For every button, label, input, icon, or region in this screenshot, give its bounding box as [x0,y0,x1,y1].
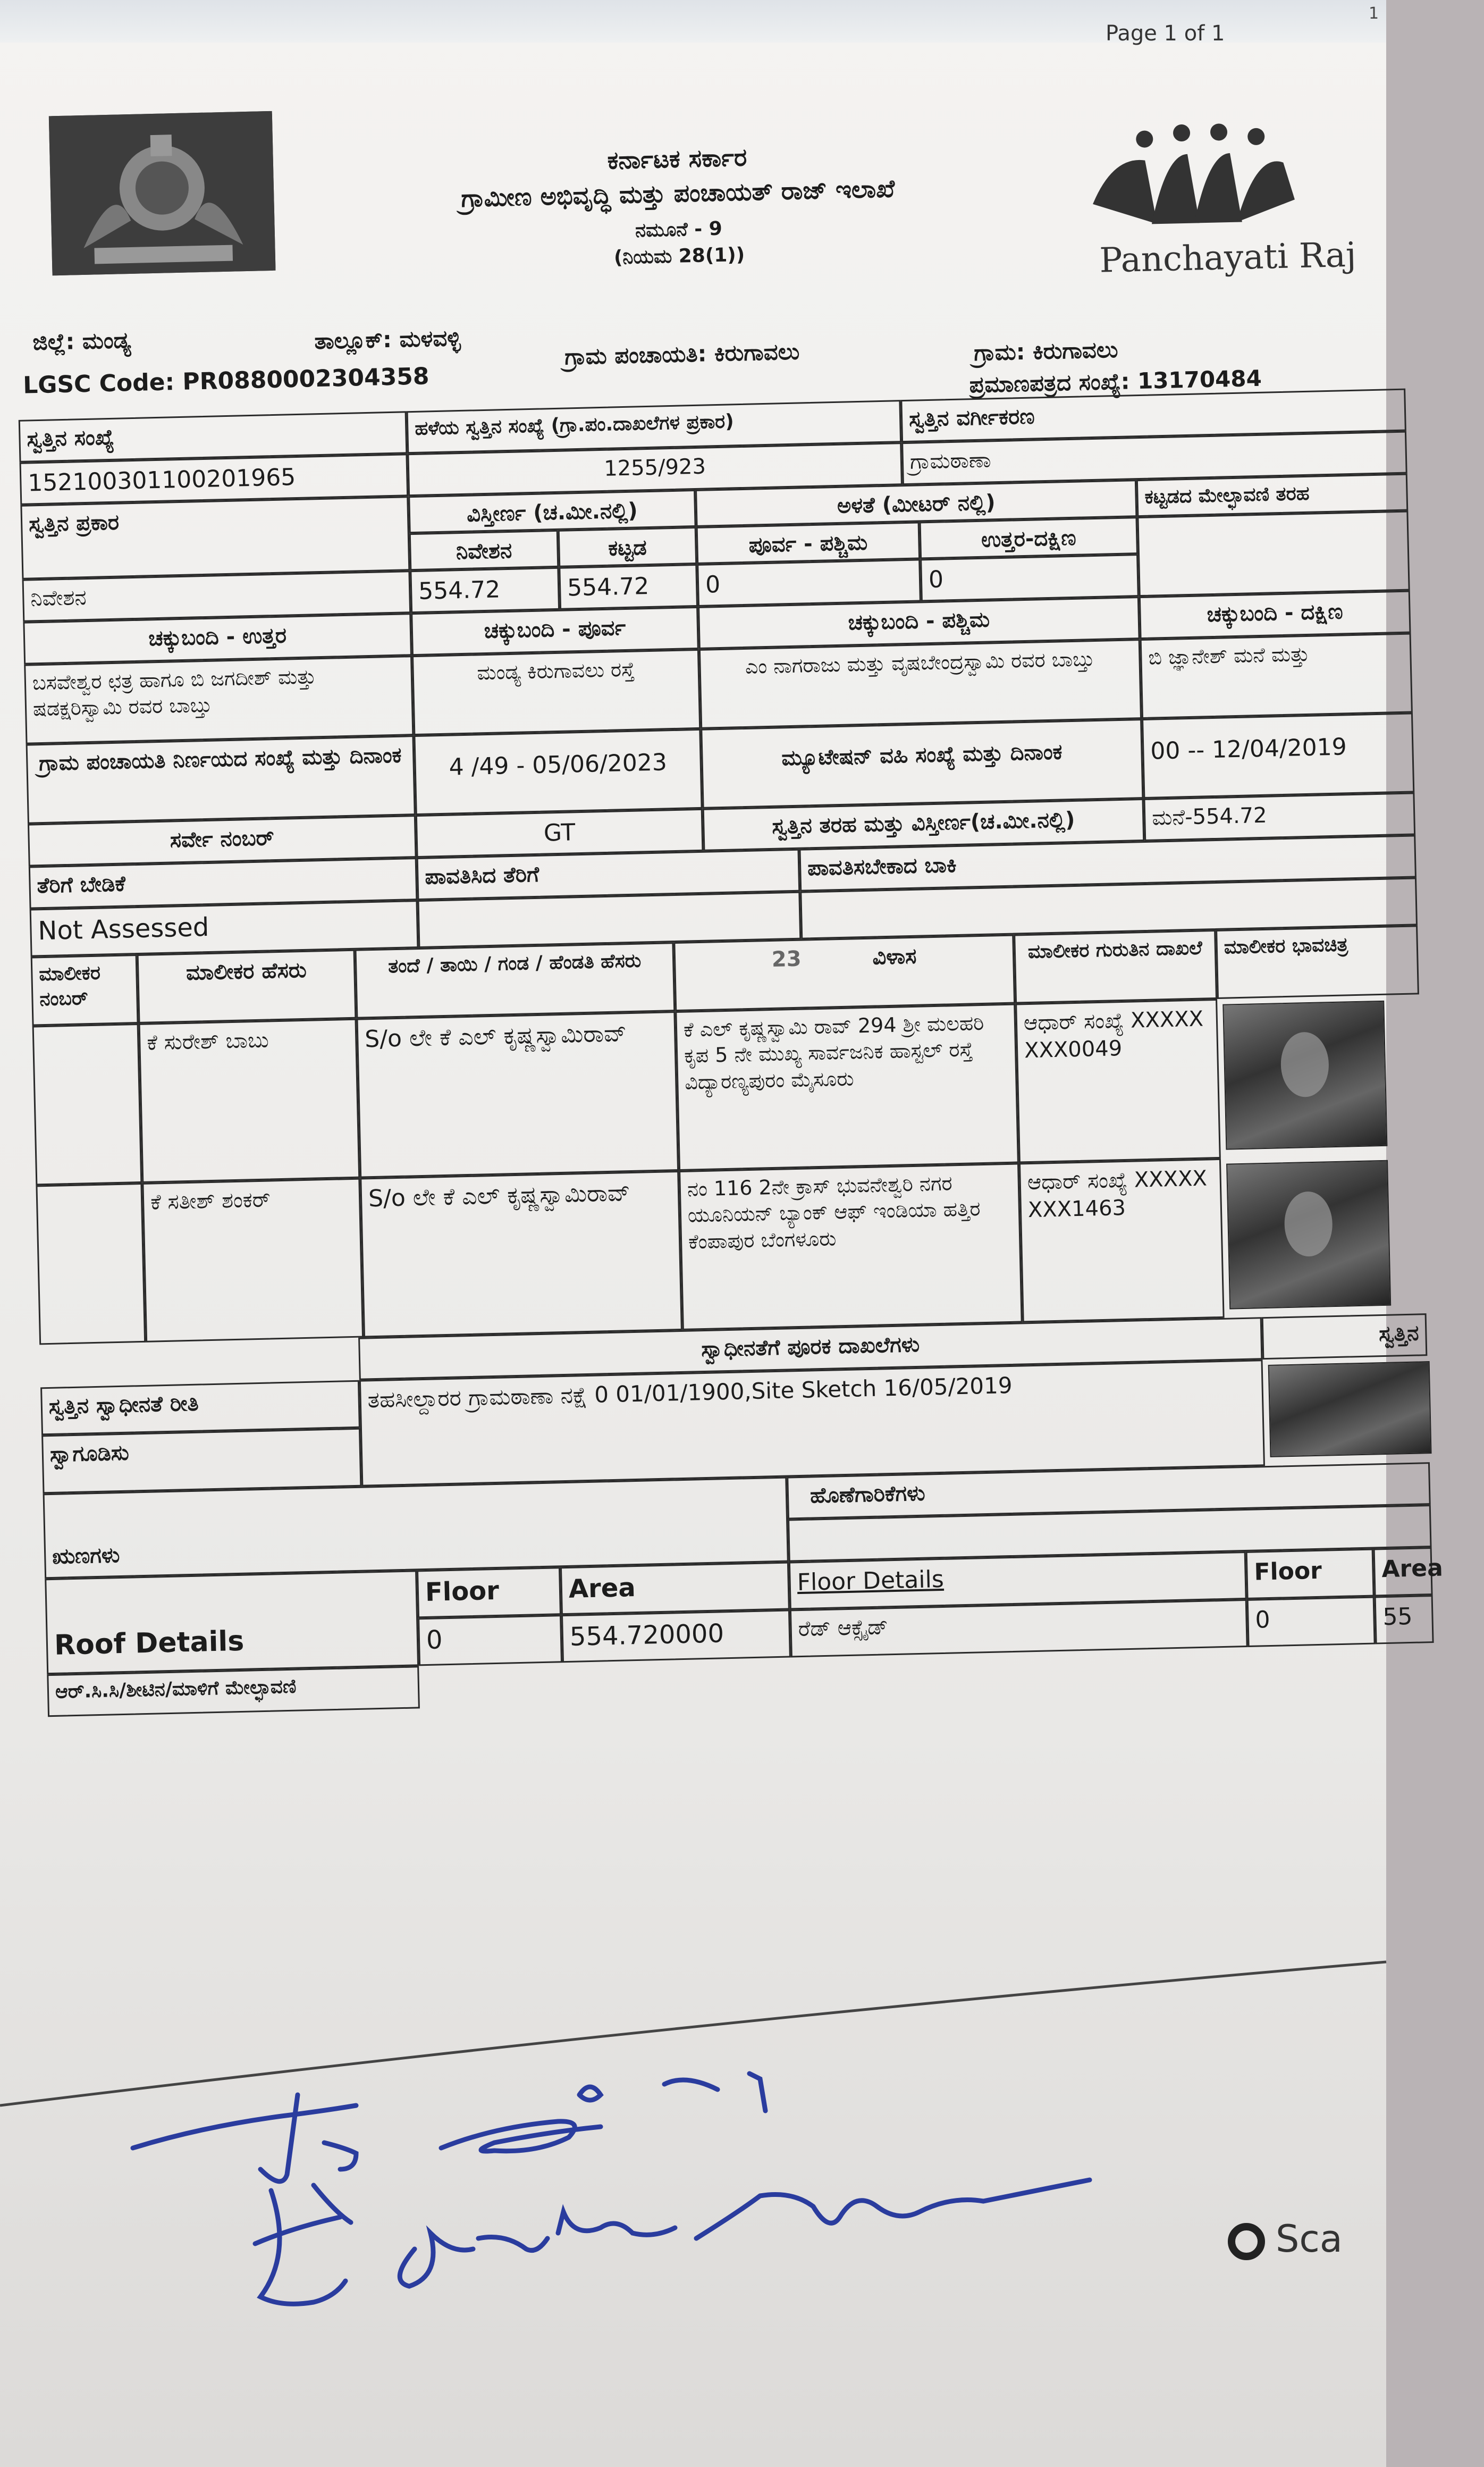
liabilities-label: ಋಣಗಳು [43,1477,789,1579]
signature-2 [229,2148,1132,2329]
owner-2-face [1284,1191,1333,1257]
floor-details-header: Floor Details [789,1551,1247,1609]
department-title: ಗ್ರಾಮೀಣ ಅಭಿವೃದ್ಧಿ ಮತ್ತು ಪಂಚಾಯತ್ ರಾಜ್ ಇಲಾಖೆ [460,174,895,213]
header-mark: 23 [771,946,802,972]
tax-balance-label: ಪಾವತಿಸಬೇಕಾದ ಬಾಕಿ [799,835,1416,891]
roof-details-title: Roof Details [45,1570,419,1674]
owner-relation-header: ತಂದೆ / ತಾಯಿ / ಗಂಡ / ಹೆಂಡತಿ ಹೆಸರು [355,942,676,1019]
south-boundary-label: ಚಕ್ಕುಬಂದಿ - ದಕ್ಷಿಣ [1139,591,1411,640]
roof-floor-label: Floor [417,1567,561,1618]
tax-paid-empty [417,892,801,948]
dimension-label: ಅಳತೆ (ಮೀಟರ್ ನಲ್ಲಿ) [695,480,1137,527]
tax-paid-label: ಪಾವತಿಸಿದ ತೆರಿಗೆ [417,849,800,900]
owner-id-header: ಮಾಲೀಕರ ಗುರುತಿನ ದಾಖಲೆ [1014,930,1217,1004]
owner-2-address: ನಂ 116 2ನೇ ಕ್ರಾಸ್ ಭುವನೇಶ್ವರಿ ನಗರ ಯೂನಿಯನ್ ಬ್ಯಾಂಕ್ ಆಫ್ ಇಂಡಿಯಾ ಹತ್ತಿರ ಕೆಂಪಾಪುರ ಬೆಂಗಳೂರು [679,1163,1023,1330]
owner-name-header: ಮಾಲೀಕರ ಹೆಸರು [137,950,357,1023]
gram-panchayat: ಗ್ರಾಮ ಪಂಚಾಯತಿ: ಕಿರುಗಾವಲು [564,338,800,370]
type-area-label: ಸ್ವತ್ತಿನ ತರಹ ಮತ್ತು ವಿಸ್ತೀರ್ಣ(ಚ.ಮೀ.ನಲ್ಲಿ) [703,799,1145,851]
roof-floor-value: 0 [418,1615,562,1666]
documents-value: ತಹಸೀಲ್ದಾರರ ಗ್ರಾಮಠಾಣಾ ನಕ್ಷೆ 0 01/01/1900,Site Sketch 16/05/2019 [359,1360,1265,1487]
liabilities-header: ಹೊಣೆಗಾರಿಕೆಗಳು [787,1462,1431,1519]
taluk: ತಾಲ್ಲೂಕ್: ಮಳವಳ್ಳಿ [314,324,461,355]
north-boundary-value: ಬಸವೇಶ್ವರ ಛತ್ರ ಹಾಗೂ ಬಿ ಜಗದೀಶ್ ಮತ್ತು ಷಡಕ್ಷರಿಸ್ವಾಮಿ ರವರ ಬಾಬ್ತು [24,656,414,744]
north-boundary-label: ಚಕ್ಕುಬಂದಿ - ಉತ್ತರ [23,613,412,665]
owner-2-photo [1226,1160,1391,1310]
east-west-value: 0 [697,559,921,607]
property-id-value: 152100301100201965 [20,454,409,505]
owner-2-id: ಆಧಾರ್ ಸಂಖ್ಯೆ XXXXXXXX1463 [1019,1159,1225,1323]
survey-label: ಸರ್ವೇ ನಂಬರ್ [28,815,417,867]
roof-area-label: Area [560,1562,790,1615]
property-type-label: ಸ್ವತ್ತಿನ ಪ್ರಕಾರ [20,496,410,580]
owner-1-photo [1222,1001,1387,1150]
panchayati-raj-text: Panchayati Raj [1099,235,1357,281]
owner-1-relation: S/o ಲೇ ಕೆ ಎಲ್ ಕೃಷ್ಣಸ್ವಾಮಿರಾವ್ [356,1011,679,1178]
building-type-label: ಕಟ್ಟಡದ ಮೇಲ್ಛಾವಣಿ ತರಹ [1136,474,1408,517]
west-boundary-value: ಎಂ ನಾಗರಾಜು ಮತ್ತು ವೃಷಬೇಂದ್ರಸ್ವಾಮಿ ರವರ ಬಾಬ್ತು [699,639,1142,729]
tax-demand-label: ತೆರಿಗೆ ಬೇಡಿಕೆ [29,858,418,909]
classification-value: ಗ್ರಾಮಠಾಣಾ [901,431,1407,485]
property-id-label: ಸ್ವತ್ತಿನ ಸಂಖ್ಯೆ [19,411,408,463]
old-number-label: ಹಳೆಯ ಸ್ವತ್ತಿನ ಸಂಖ್ಯೆ (ಗ್ರಾ.ಪಂ.ದಾಖಲೆಗಳ ಪ್ರಕಾರ) [407,400,902,454]
corner-mark: 1 [1369,4,1379,23]
owner-no-header: ಮಾಲೀಕರ ನಂಬರ್ [31,954,139,1026]
scanner-watermark [1228,2217,1343,2261]
owner-row-1-no [32,1023,142,1185]
building-type-empty [1137,511,1410,597]
owner-address-header-text: ವಿಳಾಸ [872,944,917,970]
tax-status: Not Assessed [30,900,419,957]
south-boundary-value: ಬಿ ಜ್ಞಾನೇಶ್ ಮನೆ ಮತ್ತು [1140,633,1413,719]
panchayati-raj-logo-icon [1080,114,1306,247]
type-area-value: ಮನೆ-554.72 [1143,792,1415,841]
east-west-label: ಪೂರ್ವ - ಪಶ್ಚಿಮ [696,522,920,564]
owner-2-relation: S/o ಲೇ ಕೆ ಎಲ್ ಕೃಷ್ಣಸ್ವಾಮಿರಾವ್ [360,1171,682,1338]
mutation-label: ಮ್ಯೂಟೇಷನ್ ವಹಿ ಸಂಖ್ಯೆ ಮತ್ತು ದಿನಾಂಕ [701,719,1143,809]
site-area-value: 554.72 [410,567,560,613]
village: ಗ್ರಾಮ: ಕಿರುಗಾವಲು [973,336,1118,366]
classification-label: ಸ್ವತ್ತಿನ ವರ್ಗೀಕರಣ [900,389,1406,443]
certificate-number: ಪ್ರಮಾಣಪತ್ರದ ಸಂಖ್ಯೆ: 13170484 [969,365,1262,398]
owner-photo-header: ಮಾಲೀಕರ ಭಾವಚಿತ್ರ [1216,925,1419,999]
north-south-value: 0 [920,554,1139,601]
district: ಜಿಲ್ಲೆ: ಮಂಡ್ಯ [32,327,131,356]
owner-2-name: ಕೆ ಸತೀಶ್ ಶಂಕರ್ [142,1178,364,1342]
form-number: ನಮೂನೆ - 9 [635,217,723,242]
building-area-value: 554.72 [559,564,698,610]
floor-area-value: 55 [1375,1595,1434,1644]
possession-mode-label: ಸ್ವತ್ತಿನ ಸ್ವಾಧೀನತೆ ರೀತಿ [40,1380,360,1436]
resolution-label: ಗ್ರಾಮ ಪಂಚಾಯತಿ ನಿರ್ಣಯದ ಸಂಖ್ಯೆ ಮತ್ತು ದಿನಾಂಕ [26,735,416,824]
rule-number: (ನಿಯಮ 28(1)) [613,244,745,269]
page-indicator: Page 1 of 1 [1106,21,1225,46]
documents-header: ಸ್ವಾಧೀನತೆಗೆ ಪೂರಕ ದಾಖಲೆಗಳು [358,1317,1262,1380]
property-type-value: ನಿವೇಶನ [22,570,411,622]
roof-type-value: ರೆಡ್ ಆಕ್ಸೈಡ್ [790,1599,1248,1657]
state-title: ಕರ್ನಾಟಕ ಸರ್ಕಾರ [607,142,747,175]
roof-area-value: 554.720000 [561,1609,791,1663]
resolution-value: 4 /49 - 05/06/2023 [414,729,702,815]
scanner-logo-icon [1228,2223,1265,2260]
area-label: ವಿಸ್ತೀರ್ಣ (ಚ.ಮೀ.ನಲ್ಲಿ) [408,490,696,533]
building-column-label: ಕಟ್ಟಡ [558,527,697,567]
owner-1-face [1280,1031,1330,1097]
owner-1-address: ಕೆ ಎಲ್ ಕೃಷ್ಣಸ್ವಾಮಿ ರಾವ್ 294 ಶ್ರೀ ಮಲಹರಿ ಕೃಪ 5 ನೇ ಮುಖ್ಯ ಸಾರ್ವಜನಿಕ ಹಾಸ್ಟಲ್ ರಸ್ತೆ ವಿದ್ಯಾರಣ್ಯಪುರಂ ಮೈಸೂರು [675,1004,1019,1171]
owner-row-2-no [36,1183,146,1345]
old-number-value: 1255/923 [407,442,903,496]
mutation-value: 00 -- 12/04/2019 [1142,712,1414,799]
west-boundary-label: ಚಕ್ಕುಬಂದಿ - ಪಶ್ಚಿಮ [698,597,1140,649]
owner-address-header [673,935,1015,1011]
form-9-document [11,42,1484,1775]
floor-value: 0 [1247,1597,1376,1647]
karnataka-emblem-icon [49,111,276,275]
owner-1-name: ಕೆ ಸುರೇಶ್ ಬಾಬು [139,1019,360,1183]
scanner-label: Sca [1276,2217,1343,2261]
lgd-code: LGSC Code: PR0880002304358 [22,363,430,399]
floor-area-label: Area [1373,1547,1433,1596]
east-boundary-label: ಚಕ್ಕುಬಂದಿ - ಪೂರ್ವ [411,607,699,656]
east-boundary-value: ಮಂಡ್ಯ ಕಿರುಗಾವಲು ರಸ್ತೆ [412,649,701,735]
property-photo [1268,1361,1432,1457]
owner-1-id: ಆಧಾರ್ ಸಂಖ್ಯೆ XXXXXXXX0049 [1015,999,1221,1163]
floor-label: Floor [1246,1549,1375,1599]
roof-type-label: ಆರ್.ಸಿ.ಸಿ/ಶೀಟಿನ/ಮಾಳಿಗೆ ಮೇಲ್ಛಾವಣಿ [47,1666,420,1717]
misc-label: ಸ್ವಾಗೂಡಿಸು [41,1428,361,1494]
site-column-label: ನಿವೇಶನ [409,530,559,570]
survey-value: GT [416,809,704,858]
north-south-label: ಉತ್ತರ-ದಕ್ಷಿಣ [920,517,1138,559]
property-photo-label: ಸ್ವತ್ತಿನ [1262,1313,1428,1360]
